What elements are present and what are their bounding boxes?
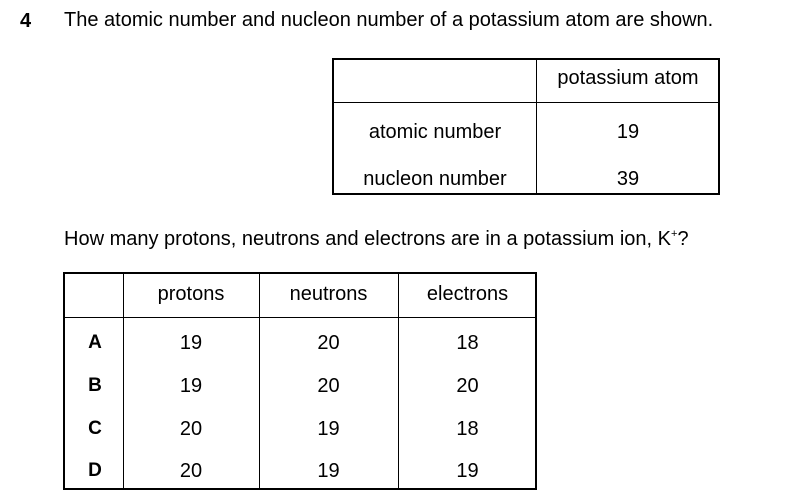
header-electrons: electrons <box>426 283 509 305</box>
info-table-divider-horizontal <box>334 102 718 103</box>
potassium-info-table <box>332 58 720 195</box>
option-letter-c: C <box>88 418 102 439</box>
question-stem: The atomic number and nucleon number of a potassium atom are shown. <box>64 9 714 31</box>
option-c-electrons: 18 <box>456 418 479 440</box>
option-letter-a: A <box>88 332 102 353</box>
option-letter-d: D <box>88 460 102 481</box>
answer-options-table <box>63 272 537 490</box>
option-c-protons: 20 <box>179 418 203 440</box>
info-value-nucleon-number: 39 <box>616 168 640 190</box>
option-a-protons: 19 <box>179 332 203 354</box>
options-header-divider <box>65 317 535 318</box>
option-d-electrons: 19 <box>456 460 479 482</box>
option-d-neutrons: 19 <box>317 460 340 482</box>
option-letter-b: B <box>88 375 102 396</box>
header-protons: protons <box>157 283 225 305</box>
sub-question: How many protons, neutrons and electrons are in a potassium ion, K+? <box>64 228 689 250</box>
option-b-neutrons: 20 <box>317 375 340 397</box>
question-number: 4 <box>20 10 32 32</box>
header-neutrons: neutrons <box>289 283 368 305</box>
option-d-protons: 20 <box>179 460 203 482</box>
info-label-nucleon-number: nucleon number <box>363 168 507 190</box>
option-a-electrons: 18 <box>456 332 479 354</box>
info-value-atomic-number: 19 <box>616 121 640 143</box>
option-c-neutrons: 19 <box>317 418 340 440</box>
info-label-atomic-number: atomic number <box>368 121 502 143</box>
option-b-electrons: 20 <box>456 375 479 397</box>
option-b-protons: 19 <box>179 375 203 397</box>
ion-charge: + <box>671 228 678 240</box>
option-a-neutrons: 20 <box>317 332 340 354</box>
info-header-potassium-atom: potassium atom <box>557 67 699 89</box>
